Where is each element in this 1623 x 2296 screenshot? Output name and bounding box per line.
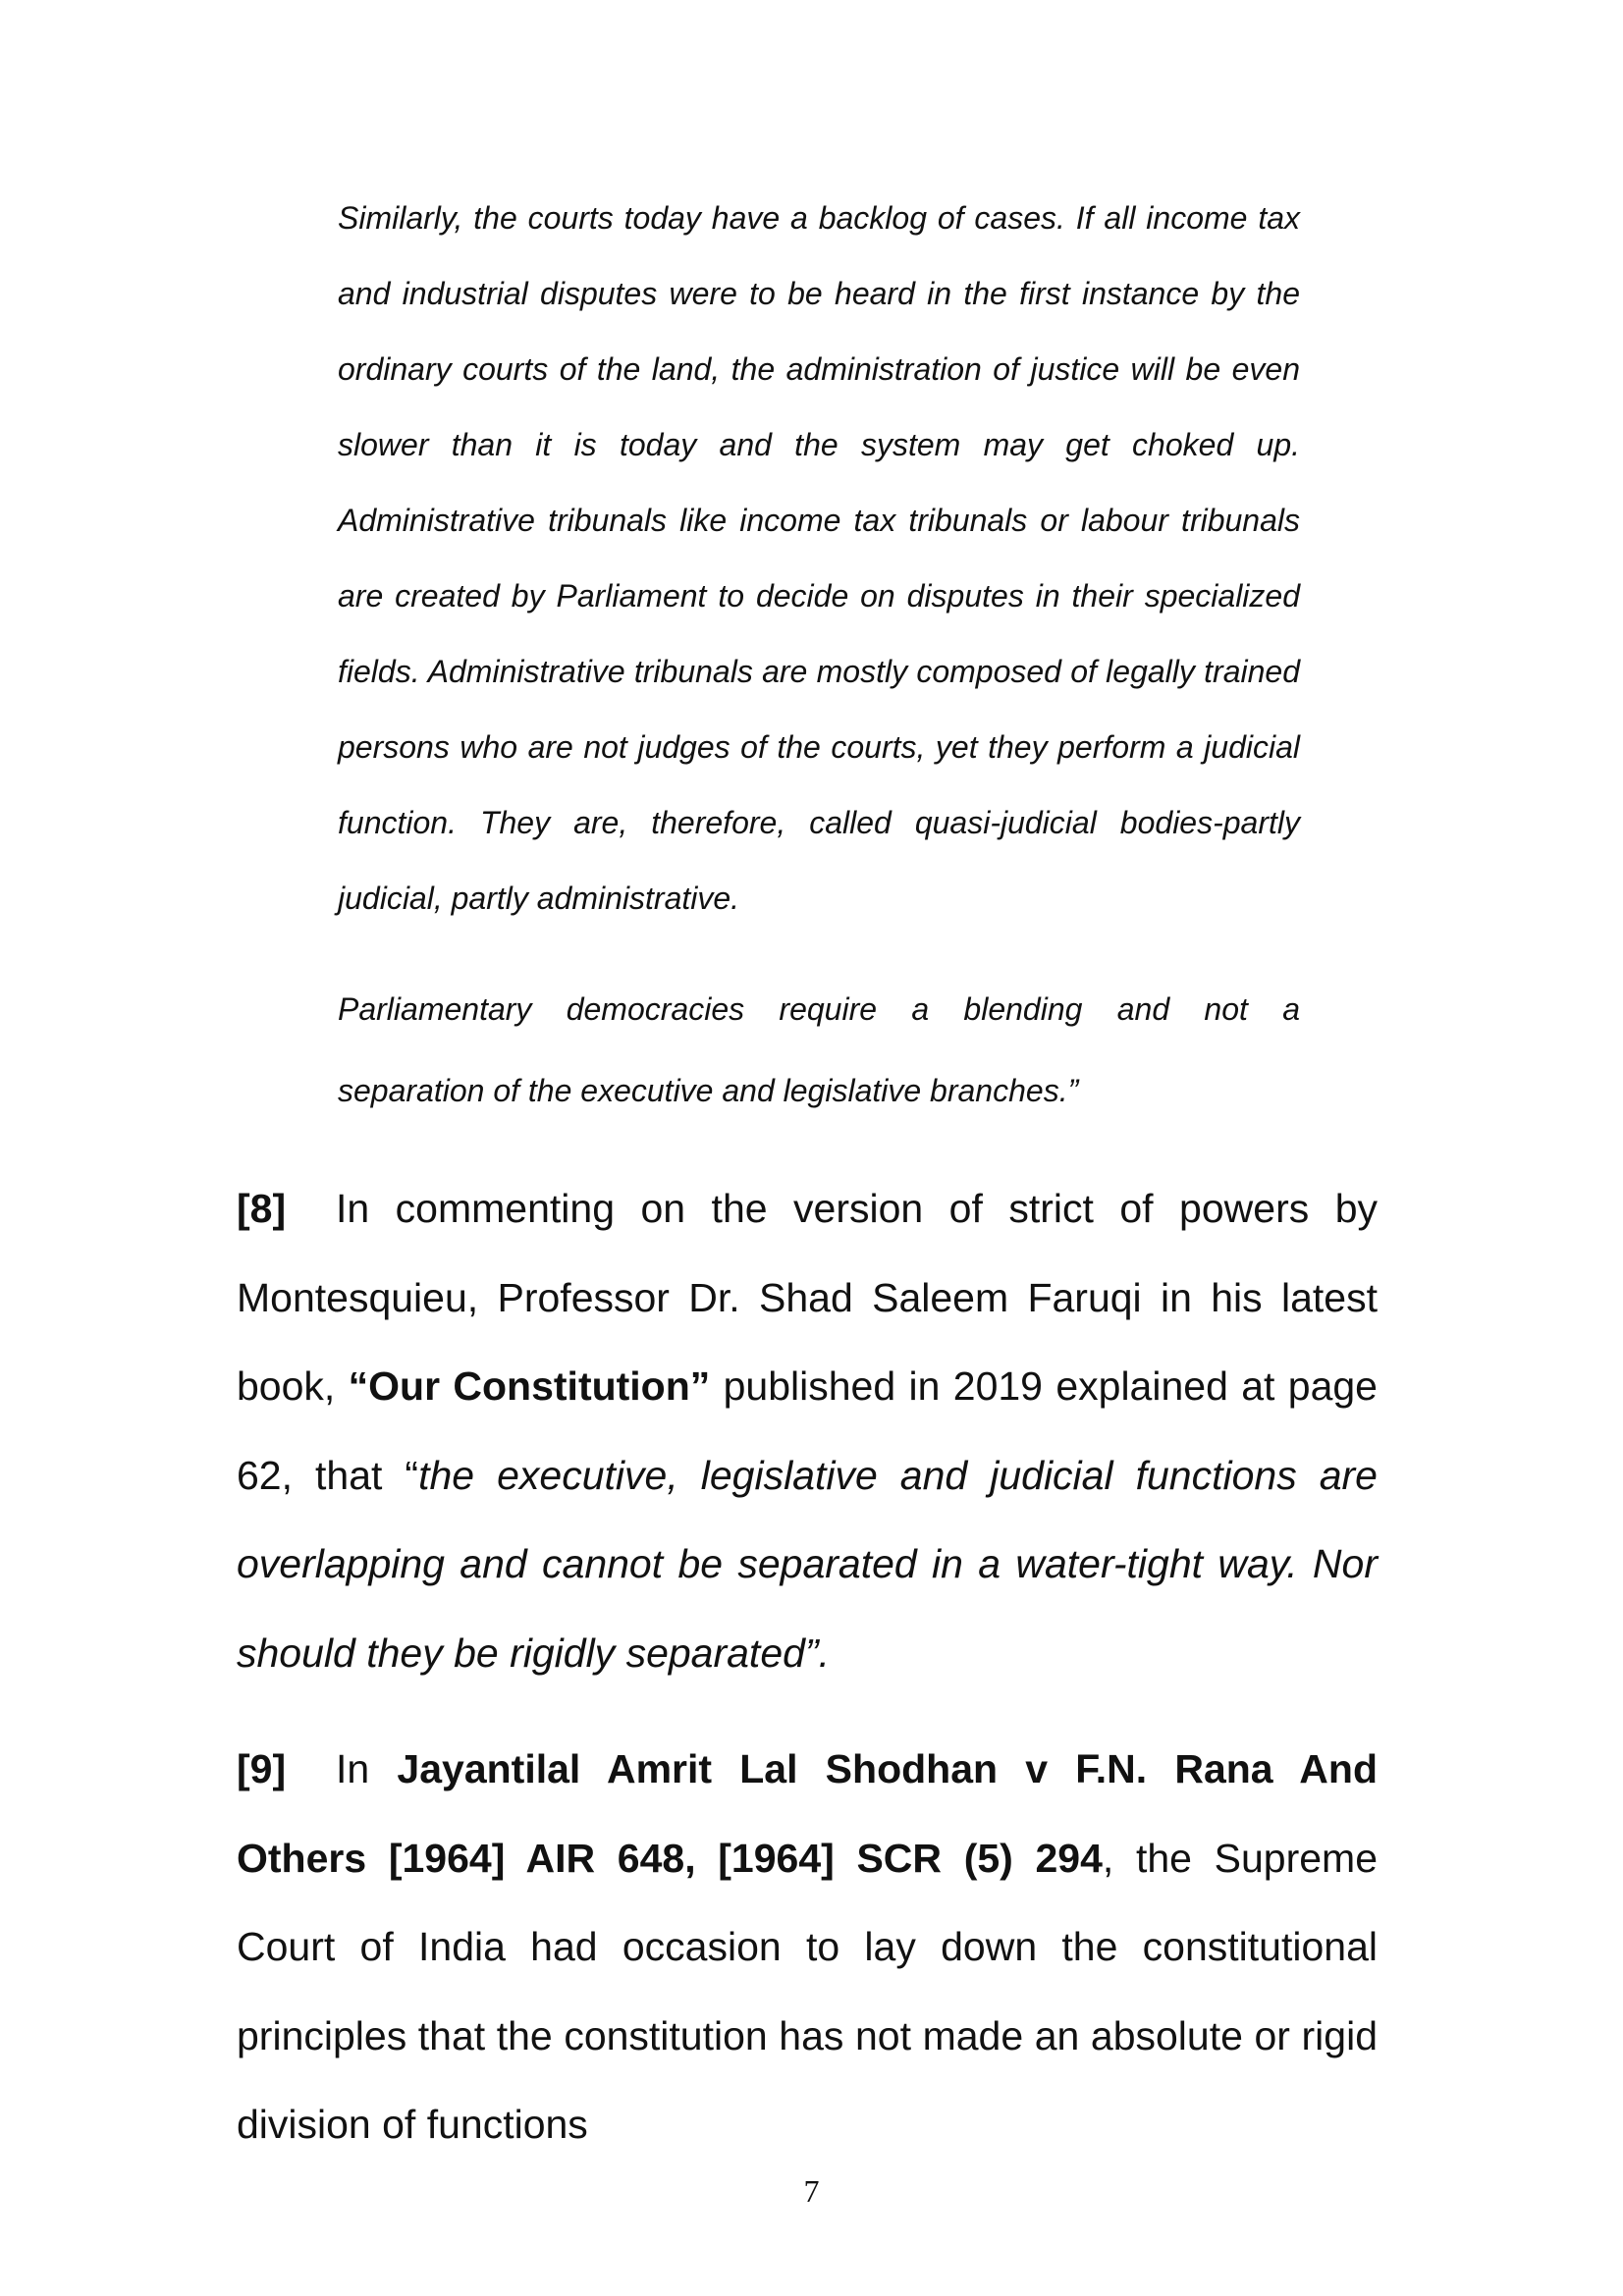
quote-line: Parliamentary democracies require a blending and not a — [338, 991, 1300, 1027]
paragraph-9 — [237, 1725, 1378, 2169]
block-quote-paragraph — [338, 969, 1300, 1132]
paragraph-number: [9] — [237, 1746, 287, 1791]
paragraph-text: , the Supreme Court of India had occasion to lay down the constitutional principles that the constitution has not made an absolute or rigid division of functions — [237, 1835, 1378, 2147]
page-number: 7 — [803, 2173, 820, 2209]
paragraph-text: In — [336, 1746, 398, 1791]
case-citation: Jayantilal Amrit Lal Shodhan v F.N. Rana And Others [1964] AIR 648, [1964] SCR (5) 294 — [237, 1746, 1378, 1881]
paragraph-text: published in 2019 explained at page 62, that “ — [237, 1363, 1378, 1498]
quote-line-text: separation of the executive and legislative branches. — [338, 1073, 1068, 1108]
paragraph-number: [8] — [237, 1186, 287, 1231]
quote-text — [338, 969, 1300, 1132]
paragraph-text: In commenting on the version of strict of powers by Montesquieu, Professor Dr. Shad Saleem Faruqi in his latest book, — [237, 1186, 1378, 1409]
quote-text: Similarly, the courts today have a backlog of cases. If all income tax and industrial disputes were to be heard in the first instance by the ordinary courts of the land, the administration of justice will be even slower than it is today and the system may get choked up. Administrative tribunals like income tax tribunals or labour tribunals are created by Parliament to decide on disputes in their specialized fields. Administrative tribunals are mostly composed of legally trained persons who are not judges of the courts, yet they perform a judicial function. They are, therefore, called quasi-judicial bodies-partly judicial, partly administrative. — [338, 200, 1300, 916]
paragraph-8 — [237, 1164, 1378, 1697]
quoted-text: the executive, legislative and judicial functions are overlapping and cannot be separated in a water-tight way. Nor should they be rigidly separated”. — [237, 1452, 1378, 1676]
closing-quote-mark: ” — [1067, 1073, 1079, 1108]
block-quote-paragraph — [338, 181, 1300, 936]
quote-line — [338, 1050, 1300, 1132]
book-title: “Our Constitution” — [348, 1363, 711, 1409]
